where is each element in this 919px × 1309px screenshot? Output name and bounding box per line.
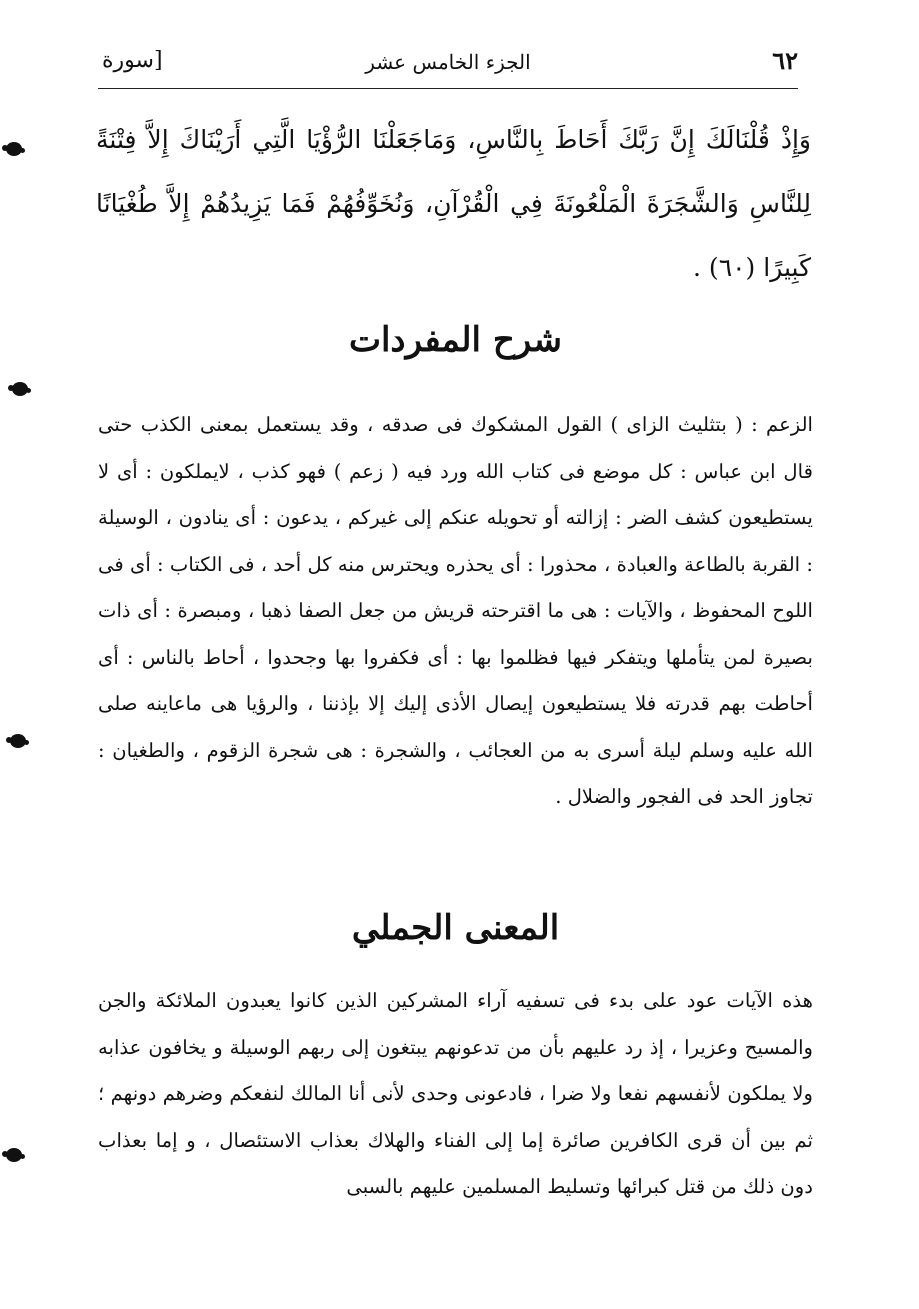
ink-blot [6,1148,22,1162]
general-meaning-heading: المعنى الجملي [351,908,560,948]
page-number: ٦٢ [772,46,798,75]
vocabulary-heading: شرح المفردات [348,320,563,360]
vocabulary-paragraph: الزعم : ( بتثليث الزاى ) القول المشكوك فى صدقه ، وقد يستعمل بمعنى الكذب حتى قال ابن عباس : كل موضع فى كتاب الله ورد فيه ( زعم ) فهو كذب ، لايملكون : أى لا يستطيعون كشف الضر : إزالته أو تحويله عنكم إلى غيركم ، يدعون : أى ينادون ، الوسيلة : القربة بالطاعة والعبادة ، محذورا : أى يحذره ويحترس منه كل أحد ، فى الكتاب : أى فى اللوح المحفوظ ، والآيات : هى ما اقترحته قريش من جعل الصفا ذهبا ، ومبصرة : أى ذات بصيرة لمن يتأملها ويتفكر فيها فظلموا بها : أى فكفروا بها وجحدوا ، أحاط بالناس : أى أحاطت بهم قدرته فلا يستطيعون إيصال الأذى إليك إلا بإذننا ، والرؤيا هى ماعاينه صلى الله عليه وسلم ليلة أسرى به من العجائب ، والشجرة : هى شجرة الزقوم ، والطغيان : تجاوز الحد فى الفجور والضلال . [98,413,813,808]
header-divider [98,88,798,89]
ink-blot [12,382,28,396]
page-header [98,44,798,84]
part-title: الجزء الخامس عشر [365,50,531,74]
verse-text: وَإِذْ قُلْنَالَكَ إِنَّ رَبَّكَ أَحَاطَ بِالنَّاسِ، وَمَاجَعَلْنَا الرُّؤْيَا الَّتِي أَرَيْنَاكَ إِلاَّ فِتْنَةً لِلنَّاسِ وَالشَّجَرَةَ الْمَلْعُونَةَ فِي الْقُرْآنِ، وَنُخَوِّفُهُمْ فَمَا يَزِيدُهُمْ إِلاَّ طُغْيَانًا كَبِيرًا [96,125,811,282]
verse-end-mark: . [693,253,701,282]
surah-label: [سورة [102,48,163,73]
quran-verse [96,108,811,300]
ink-blot [6,142,22,156]
general-meaning-paragraph: هذه الآيات عود على بدء فى تسفيه آراء المشركين الذين كانوا يعبدون الملائكة والجن والمسيح وعزيرا ، إذ رد عليهم بأن من تدعونهم يبتغون إلى ربهم الوسيلة و يخافون عذابه ولا يملكون لأنفسهم نفعا ولا ضرا ، فادعونى وحدى لأنى أنا المالك لنفعكم وضرهم دونهم ؛ ثم بين أن قرى الكافرين صائرة إما إلى الفناء والهلاك بعذاب الاستئصال ، و إما بعذاب دون ذلك من قتل كبرائها وتسليط المسلمين عليهم بالسبى [98,989,813,1198]
ayah-number: (٦٠) [708,253,756,282]
ink-blot [10,734,26,748]
